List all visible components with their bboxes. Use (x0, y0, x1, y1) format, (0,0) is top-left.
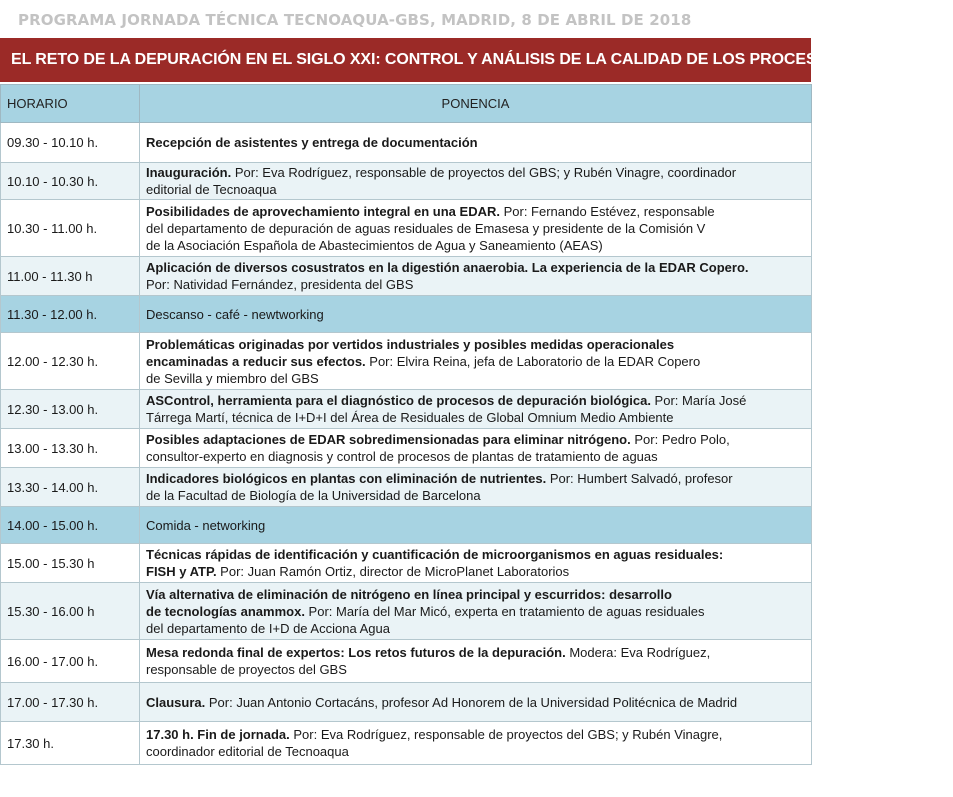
session-time: 17.00 - 17.30 h. (1, 683, 140, 722)
schedule-row (1, 583, 812, 640)
ponencia-header: PONENCIA (140, 85, 812, 123)
description-line (146, 203, 805, 220)
schedule-body (1, 123, 812, 765)
session-details: Descanso - café - newtworking (146, 306, 324, 322)
session-time: 12.00 - 12.30 h. (1, 333, 140, 390)
schedule-row (1, 640, 812, 683)
session-details: Por: Juan Ramón Ortiz, director de MicroPlanet Laboratorios (216, 564, 570, 579)
session-title: ASControl, herramienta para el diagnóstico de procesos de depuración biológica. (146, 393, 651, 408)
description-line (146, 181, 805, 198)
session-title: Problemáticas originadas por vertidos industriales y posibles medidas operacionales (146, 336, 675, 352)
session-title: Indicadores biológicos en plantas con eliminación de nutrientes. (146, 471, 547, 486)
description-line (146, 220, 805, 237)
schedule-row (1, 544, 812, 583)
schedule-row (1, 507, 812, 544)
session-description (140, 123, 812, 163)
description-line (146, 603, 805, 620)
session-details: Por: Eva Rodríguez, responsable de proyectos del GBS; y Rubén Vinagre, (289, 727, 723, 742)
session-title: encaminadas a reducir sus efectos. (146, 353, 366, 369)
session-details: Comida - networking (146, 517, 266, 533)
session-time: 15.00 - 15.30 h (1, 544, 140, 583)
horario-header: HORARIO (1, 85, 140, 123)
description-line (146, 743, 805, 760)
session-title: Clausura. (146, 694, 206, 710)
session-title: Técnicas rápidas de identificación y cuantificación de microorganismos en aguas residuales: (146, 547, 724, 562)
schedule-header-row (1, 85, 812, 123)
session-title: Posibles adaptaciones de EDAR sobredimensionadas para eliminar nitrógeno. (146, 432, 631, 447)
session-description (140, 429, 812, 468)
session-details: Por: Eva Rodríguez, responsable de proyectos del GBS; y Rubén Vinagre, coordinador (231, 165, 737, 180)
session-description (140, 333, 812, 390)
session-title: Recepción de asistentes y entrega de documentación (146, 135, 478, 150)
description-line (146, 392, 805, 409)
session-title: FISH y ATP. (146, 564, 217, 579)
session-details: del departamento de depuración de aguas residuales de Emasesa y presidente de la Comisión V (146, 220, 706, 236)
description-line (146, 431, 805, 448)
session-description (140, 296, 812, 333)
schedule-row (1, 333, 812, 390)
description-line (146, 487, 805, 504)
schedule-row (1, 683, 812, 722)
description-line (146, 336, 805, 353)
description-line (146, 546, 805, 563)
description-line (146, 726, 805, 743)
schedule-row (1, 468, 812, 507)
session-time: 11.00 - 11.30 h (1, 257, 140, 296)
schedule-row (1, 390, 812, 429)
session-time: 12.30 - 13.00 h. (1, 390, 140, 429)
schedule-row (1, 123, 812, 163)
session-details: coordinador editorial de Tecnoaqua (146, 744, 349, 759)
description-line (146, 237, 805, 254)
session-description (140, 507, 812, 544)
session-details: Por: Pedro Polo, (630, 432, 730, 447)
session-description (140, 257, 812, 296)
session-description (140, 544, 812, 583)
session-time: 10.30 - 11.00 h. (1, 200, 140, 257)
session-time: 17.30 h. (1, 722, 140, 765)
session-title: 17.30 h. Fin de jornada. (146, 727, 290, 742)
description-line (146, 620, 805, 637)
description-line (146, 586, 805, 603)
description-line (146, 517, 805, 534)
session-description (140, 163, 812, 200)
session-description (140, 390, 812, 429)
description-line (146, 370, 805, 387)
session-details: consultor-experto en diagnosis y control de procesos de plantas de tratamiento de aguas (146, 449, 658, 464)
description-line (146, 694, 805, 711)
session-details: responsable de proyectos del GBS (146, 662, 347, 677)
session-time: 16.00 - 17.00 h. (1, 640, 140, 683)
session-title: Mesa redonda final de expertos: Los retos futuros de la depuración. (146, 645, 566, 660)
schedule-row (1, 200, 812, 257)
session-description (140, 683, 812, 722)
schedule-table (0, 84, 812, 765)
description-line (146, 644, 805, 661)
session-description (140, 583, 812, 640)
description-line (146, 276, 805, 293)
description-line (146, 409, 805, 426)
description-line (146, 353, 805, 370)
session-details: del departamento de I+D de Acciona Agua (146, 620, 390, 636)
session-details: Por: Fernando Estévez, responsable (499, 203, 715, 219)
session-title: de tecnologías anammox. (146, 603, 305, 619)
session-time: 11.30 - 12.00 h. (1, 296, 140, 333)
description-line (146, 563, 805, 580)
description-line (146, 470, 805, 487)
session-time: 13.00 - 13.30 h. (1, 429, 140, 468)
description-line (146, 661, 805, 678)
session-time: 13.30 - 14.00 h. (1, 468, 140, 507)
description-line (146, 448, 805, 465)
session-time: 09.30 - 10.10 h. (1, 123, 140, 163)
program-supertitle: PROGRAMA JORNADA TÉCNICA TECNOAQUA-GBS, MADRID, 8 DE ABRIL DE 2018 (18, 11, 692, 29)
session-title: Aplicación de diversos cosustratos en la digestión anaerobia. La experiencia de la EDAR Copero. (146, 260, 749, 275)
description-line (146, 134, 805, 151)
session-title: Posibilidades de aprovechamiento integral en una EDAR. (146, 203, 500, 219)
session-details: Por: Natividad Fernández, presidenta del GBS (146, 277, 414, 292)
session-details: de la Facultad de Biología de la Universidad de Barcelona (146, 488, 481, 503)
session-time: 14.00 - 15.00 h. (1, 507, 140, 544)
session-details: Por: María José (650, 393, 747, 408)
session-details: de Sevilla y miembro del GBS (146, 370, 319, 386)
session-details: de la Asociación Española de Abastecimientos de Agua y Saneamiento (AEAS) (146, 237, 603, 253)
session-description (140, 640, 812, 683)
schedule-row (1, 296, 812, 333)
session-description (140, 468, 812, 507)
schedule-row (1, 257, 812, 296)
session-time: 10.10 - 10.30 h. (1, 163, 140, 200)
schedule-row (1, 722, 812, 765)
schedule-row (1, 163, 812, 200)
event-title-banner: EL RETO DE LA DEPURACIÓN EN EL SIGLO XXI: CONTROL Y ANÁLISIS DE LA CALIDAD DE LOS PROCESOS EN UNA EDAR (0, 38, 811, 82)
session-details: Por: Elvira Reina, jefa de Laboratorio de la EDAR Copero (365, 353, 701, 369)
session-description (140, 200, 812, 257)
description-line (146, 164, 805, 181)
session-details: Modera: Eva Rodríguez, (565, 645, 711, 660)
description-line (146, 259, 805, 276)
description-line (146, 306, 805, 323)
session-details: Por: María del Mar Micó, experta en tratamiento de aguas residuales (304, 603, 705, 619)
schedule-row (1, 429, 812, 468)
session-title: Inauguración. (146, 165, 232, 180)
session-details: Tárrega Martí, técnica de I+D+I del Área de Residuales de Global Omnium Medio Ambiente (146, 410, 674, 425)
session-details: editorial de Tecnoaqua (146, 182, 277, 197)
session-description (140, 722, 812, 765)
session-title: Vía alternativa de eliminación de nitrógeno en línea principal y escurridos: desarrollo (146, 586, 672, 602)
session-time: 15.30 - 16.00 h (1, 583, 140, 640)
session-details: Por: Humbert Salvadó, profesor (546, 471, 733, 486)
session-details: Por: Juan Antonio Cortacáns, profesor Ad Honorem de la Universidad Politécnica de Madrid (205, 694, 738, 710)
